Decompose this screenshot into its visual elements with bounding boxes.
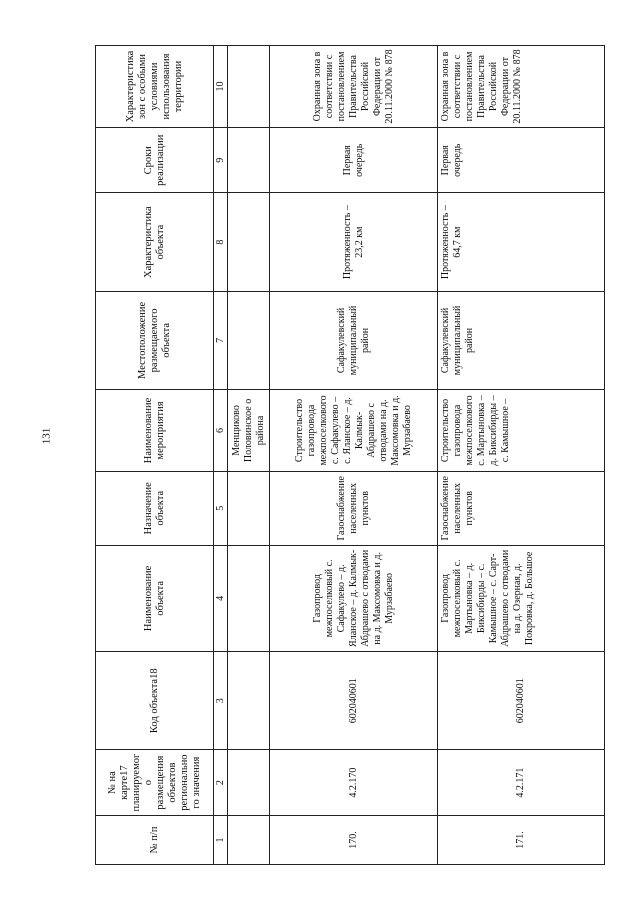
header-row	[96, 46, 214, 865]
rotated-table-container	[95, 45, 605, 865]
header-cell: Наименование объекта	[96, 545, 214, 651]
column-number: 6	[214, 390, 228, 472]
column-number: 1	[214, 815, 228, 864]
column-number: 10	[214, 46, 228, 128]
header-cell: Сроки реализации	[96, 127, 214, 193]
deadline: Первая очередь	[270, 127, 437, 193]
object-code: 602040601	[270, 652, 437, 750]
header-cell: Характеристика зон с особыми условиями использования территории	[96, 46, 214, 128]
column-number: 5	[214, 471, 228, 545]
object-characteristic: Протяженность – 64,7 км	[437, 193, 604, 291]
column-number: 2	[214, 750, 228, 816]
object-location: Сафакулевский муниципальный район	[437, 291, 604, 389]
object-purpose: Газоснабжение населенных пунктов	[270, 471, 437, 545]
header-cell: Наименование мероприятия	[96, 390, 214, 472]
zone-characteristic: Охранная зона в соответствии с постановлением Правительства Российской Федерации от 20.11.2000 № 878	[437, 46, 604, 128]
row-number: 171.	[437, 815, 604, 864]
header-cell: Характеристика объекта	[96, 193, 214, 291]
object-location: Сафакулевский муниципальный район	[270, 291, 437, 389]
header-cell: Местоположение размещаемого объекта	[96, 291, 214, 389]
page-number: 131	[40, 427, 53, 445]
column-number: 4	[214, 545, 228, 651]
header-cell: № на карте17 планируемого размещения объектов регионального значения	[96, 750, 214, 816]
continuation-cell: Менщиково Половинское о района	[228, 390, 270, 472]
table-row	[270, 46, 437, 865]
header-cell: Код объекта18	[96, 652, 214, 750]
column-number-row	[214, 46, 228, 865]
column-number: 9	[214, 127, 228, 193]
continuation-row	[228, 46, 270, 865]
object-code: 602040601	[437, 652, 604, 750]
column-number: 3	[214, 652, 228, 750]
table-row	[437, 46, 604, 865]
object-name: Газопровод межпоселковый с. Мартыновка – д. Биксибирды – с. Камышное – с. Сарт-Абдрашево с отводами на д. Озерная, д. Покровка, д. Большое	[437, 545, 604, 651]
object-name: Газопровод межпоселковый с. Сафакулево – д. Яланское – д. Калмык-Абдрашево с отводами на д. Максомовка и д. Мурзабаево	[270, 545, 437, 651]
activity-name: Строительство газопровода межпоселкового с. Сафакулево – с. Яланское – д. Калмык-Абдрашево с отводами на д. Максомовка и д. Мурзабаево	[270, 390, 437, 472]
column-number: 7	[214, 291, 228, 389]
objects-table	[95, 45, 605, 865]
object-purpose: Газоснабжение населенных пунктов	[437, 471, 604, 545]
map-number: 4.2.171	[437, 750, 604, 816]
map-number: 4.2.170	[270, 750, 437, 816]
zone-characteristic: Охранная зона в соответствии с постановлением Правительства Российской Федерации от 20.11.2000 № 878	[270, 46, 437, 128]
table-frame	[95, 45, 605, 865]
header-cell: Назначение объекта	[96, 471, 214, 545]
object-characteristic: Протяженность – 23,2 км	[270, 193, 437, 291]
activity-name: Строительство газопровода межпоселкового с. Мартыновка – д. Биксибирды – с. Камышное –	[437, 390, 604, 472]
column-number: 8	[214, 193, 228, 291]
row-number: 170.	[270, 815, 437, 864]
header-cell: № п/п	[96, 815, 214, 864]
deadline: Первая очередь	[437, 127, 604, 193]
